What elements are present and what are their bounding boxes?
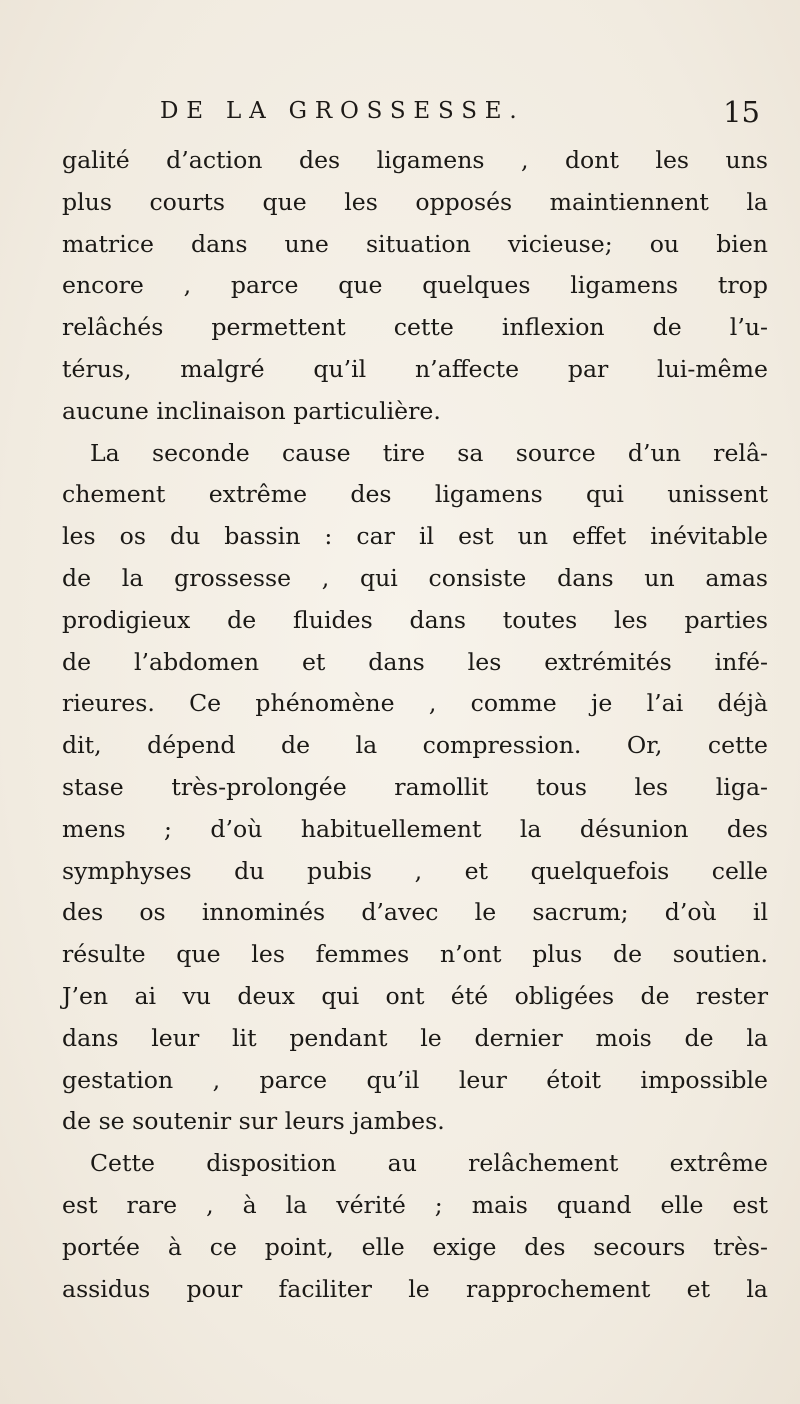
- text-line: résulte que les femmes n’ont plus de soutien.: [62, 940, 768, 969]
- text-line: prodigieux de fluides dans toutes les parties: [62, 605, 768, 634]
- text-line: assidus pour faciliter le rapprochement et la: [62, 1274, 768, 1303]
- text-line: est rare , à la vérité ; mais quand elle est: [62, 1190, 768, 1219]
- text-line: de l’abdomen et dans les extrémités infé-: [62, 647, 768, 676]
- body-text: [62, 140, 768, 1310]
- text-line: matrice dans une situation vicieuse; ou bien: [62, 229, 768, 258]
- text-line: encore , parce que quelques ligamens trop: [62, 271, 768, 300]
- text-line: des os innominés d’avec le sacrum; d’où il: [62, 898, 768, 927]
- text-line: mens ; d’où habituellement la désunion des: [62, 814, 768, 843]
- text-line: chement extrême des ligamens qui unissent: [62, 480, 768, 509]
- text-line: dans leur lit pendant le dernier mois de la: [62, 1023, 768, 1052]
- text-line: Cette disposition au relâchement extrême: [90, 1149, 768, 1178]
- text-line: aucune inclinaison particulière.: [62, 396, 441, 425]
- text-line: de se soutenir sur leurs jambes.: [62, 1107, 445, 1136]
- text-line: térus, malgré qu’il n’affecte par lui-même: [62, 354, 768, 383]
- text-line: stase très-prolongée ramollit tous les liga-: [62, 772, 768, 801]
- text-line: dit, dépend de la compression. Or, cette: [62, 731, 768, 760]
- text-line: rieures. Ce phénomène , comme je l’ai déjà: [62, 689, 768, 718]
- text-line: plus courts que les opposés maintiennent la: [62, 187, 768, 216]
- text-line: La seconde cause tire sa source d’un relâ-: [90, 438, 768, 467]
- text-line: gestation , parce qu’il leur étoit impossible: [62, 1065, 768, 1094]
- text-line: relâchés permettent cette inflexion de l’u-: [62, 313, 768, 342]
- text-line: symphyses du pubis , et quelquefois celle: [62, 856, 768, 885]
- text-line: J’en ai vu deux qui ont été obligées de rester: [62, 981, 768, 1010]
- text-line: les os du bassin : car il est un effet inévitable: [62, 522, 768, 551]
- text-line: de la grossesse , qui consiste dans un amas: [62, 563, 768, 592]
- running-head: [62, 95, 762, 130]
- page-number: 15: [723, 95, 760, 129]
- text-line: galité d’action des ligamens , dont les uns: [62, 146, 768, 174]
- text-line: portée à ce point, elle exige des secours très-: [62, 1232, 768, 1261]
- running-title: DE LA GROSSESSE.: [160, 98, 525, 124]
